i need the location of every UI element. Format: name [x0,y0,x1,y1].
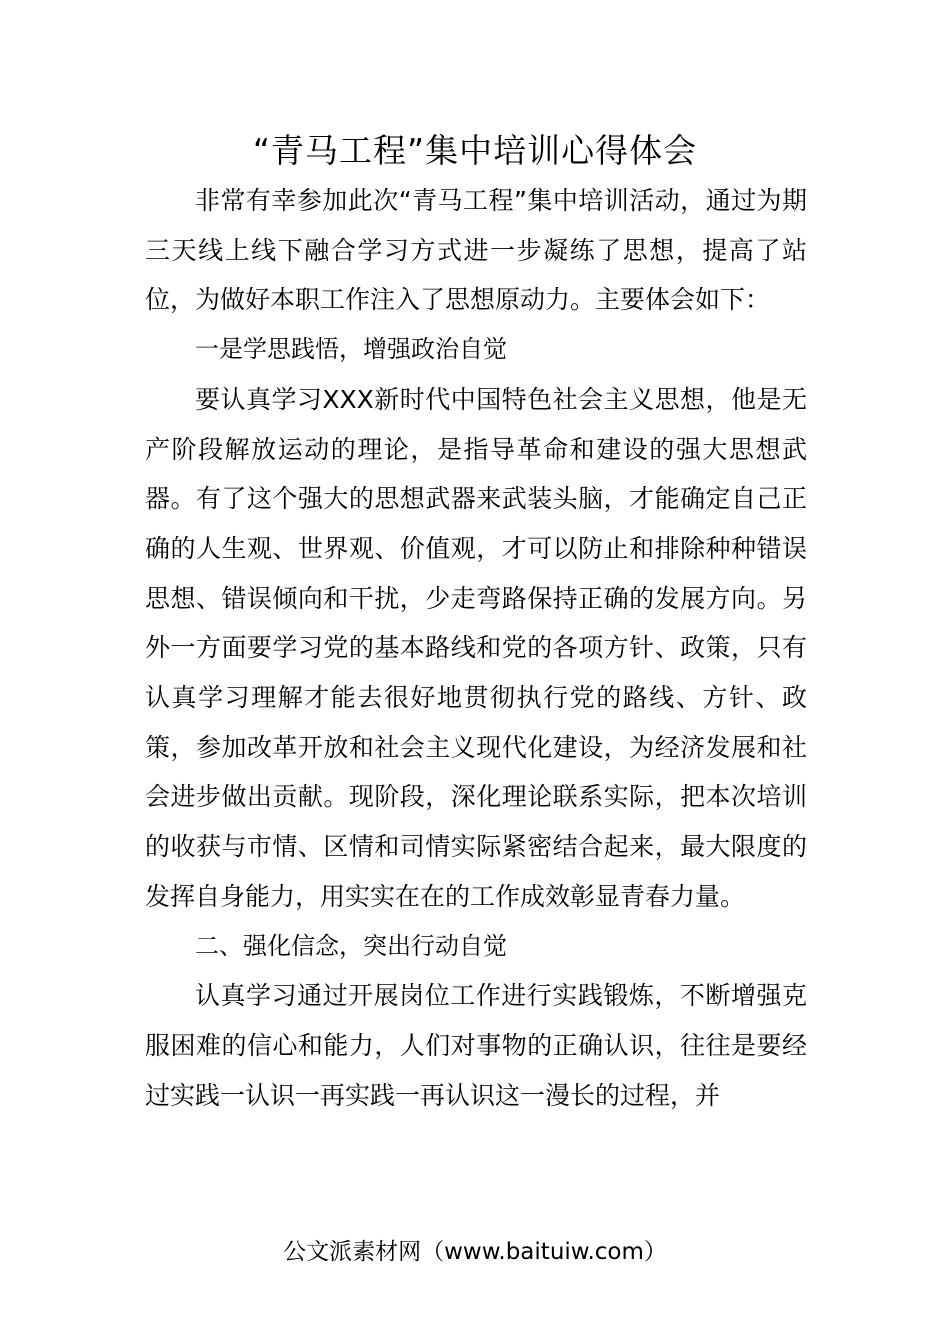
document-body [145,176,807,1120]
footer-source: 公文派素材网（www.baituiw.com） [283,1239,667,1265]
document-title: “青马工程”集中培训心得体会 [252,131,698,170]
section-heading-2: 二、强化信念，突出行动自觉 [195,931,507,960]
section-2-paragraph: 认真学习通过开展岗位工作进行实践锻炼，不断增强克服困难的信心和能力，人们对事物的正确认识，往往是要经过实践一认识一再实践一再认识这一漫长的过程，并 [145,981,807,1110]
section-1-paragraph: 要认真学习XXX新时代中国特色社会主义思想，他是无产阶段解放运动的理论，是指导革命和建设的强大思想武器。有了这个强大的思想武器来武装头脑，才能确定自己正确的人生观、世界观、价值观，才可以防止和排除种种错误思想、错误倾向和干扰，少走弯路保持正确的发展方向。另外一方面要学习党的基本路线和党的各项方针、政策，只有认真学习理解才能去很好地贯彻执行党的路线、方针、政策，参加改革开放和社会主义现代化建设，为经济发展和社会进步做出贡献。现阶段，深化理论联系实际，把本次培训的收获与市情、区情和司情实际紧密结合起来，最大限度的发挥自身能力，用实实在在的工作成效彰显青春力量。 [145,384,807,911]
intro-paragraph: 非常有幸参加此次“青马工程”集中培训活动，通过为期三天线上线下融合学习方式进一步凝练了思想，提高了站位，为做好本职工作注入了思想原动力。主要体会如下： [145,186,807,315]
section-heading-1: 一是学思践悟，增强政治自觉 [195,335,507,364]
